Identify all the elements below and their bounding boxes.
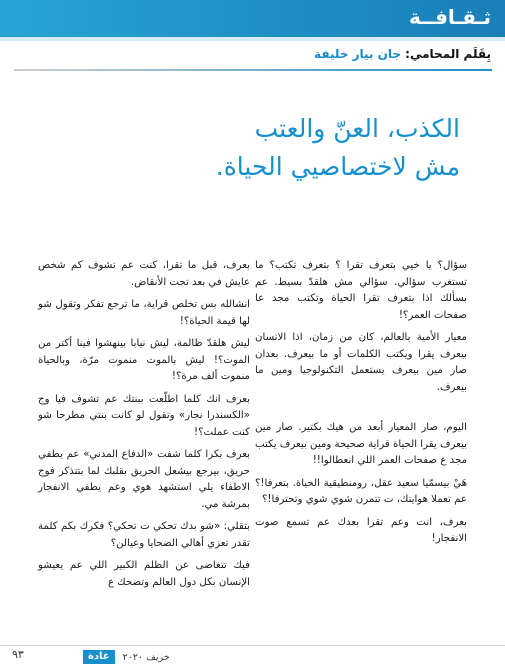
- paragraph: سؤال؟ يا خيي بتعرف تقرا ؟ بتعرف تكتب؟ ما تستغرب سؤالي. سؤالي مش هلقدّ بسيط. عم بسألك اذا بتعرف تقرا الحياة وتكتب مجد عا صفحات العمر؟!: [255, 260, 467, 321]
- paragraph: اليوم، صار المعيار أبعد من هيك بكتير. صار مين بيعرف يقرا الحياة قراية صحيحة ومين بيعرف يكتب مجد ع صفحات العمر اللي انعطالوا!!: [255, 422, 467, 466]
- paragraph: بعرف انك كلما اطلّعت ببنتك عم تشوف فيا وج «الكسندرا نجار» وتقول لو كانت بنتي مطرحا شو كنت عملت؟!: [38, 393, 250, 438]
- article-headline: [40, 110, 460, 186]
- paragraph: هَيْ بيسمّيا سعيد عقل، رومنطيقية الحياة. بتعرفا!؟ عم تعملا هوايتك، ت تتمرن شوي شوي وتحترفا!؟: [255, 477, 467, 505]
- header-underline: [0, 37, 505, 41]
- paragraph: انشالله بس تخلص قراية، ما ترجع تفكر وتقول شو لها قيمة الحياة؟!: [38, 299, 250, 327]
- byline-prefix: بِقَلَم المحامي:: [405, 47, 491, 61]
- paragraph: معيار الأمية بالعالم، كان من زمان، اذا الانسان بيعرف يقرا ويكتب الكلمات أو ما بيعرف. بعدان صار مين بيعرف يستعمل التكنولوجيا ومين ما بيعرف.: [255, 332, 467, 393]
- paragraph: بعرف، انت وعم تقرا بعدك عم تسمع صوت الانفجار!: [255, 516, 467, 544]
- section-title: ثـقـافــة: [409, 5, 491, 29]
- byline-author: جان بيار خليفة: [314, 47, 401, 61]
- footer-masthead: [83, 650, 170, 664]
- magazine-logo: غادة: [83, 650, 115, 664]
- section-header-band: [0, 0, 505, 37]
- paragraph: بعرف، قبل ما تقرا، كنت عم تشوف كم شخص عايش في بعد تحت الأنقاض.: [38, 260, 250, 288]
- paragraph: ليش هلقدّ ظالمة، ليش نيابا بينهشوا فينا أكتر من الموت؟! ليش بالموت منموت مرّة، وبالحياة منموت ألف مرة؟!: [38, 338, 250, 382]
- byline: [314, 47, 491, 61]
- article-column-right: [255, 258, 467, 554]
- headline-line-1: الكذب، العنّ والعتب: [254, 114, 460, 143]
- paragraph: بعرف بكرا كلما شفت «الدفاع المدني» عم يطفي حريق، بيرجع بيشعل الحريق بقلبك لما بتتذكر فوج الاطفاء يلي استشهد هوي وعم يطفي الانفجار بمرشة مي.: [38, 449, 250, 510]
- paragraph-gap: [255, 402, 467, 420]
- paragraph: فيك تتغاضى عن الظلم الكبير اللي عم يعيشو الإنسان بكل دول العالم وتضحك ع: [38, 560, 250, 588]
- byline-divider: [14, 69, 492, 71]
- issue-season: خريف ٢٠٢٠: [122, 651, 170, 663]
- page-number: ٩٣: [12, 648, 24, 661]
- article-column-left: [38, 258, 250, 597]
- paragraph: بتقلي: «شو بدك تحكي ت تحكي؟ فكرك بكم كلمة تقدر تعزي أهالي الضحايا وعيالن؟: [38, 521, 250, 549]
- footer-divider: [0, 645, 505, 646]
- headline-line-2: مش لاختصاصيي الحياة.: [215, 152, 460, 181]
